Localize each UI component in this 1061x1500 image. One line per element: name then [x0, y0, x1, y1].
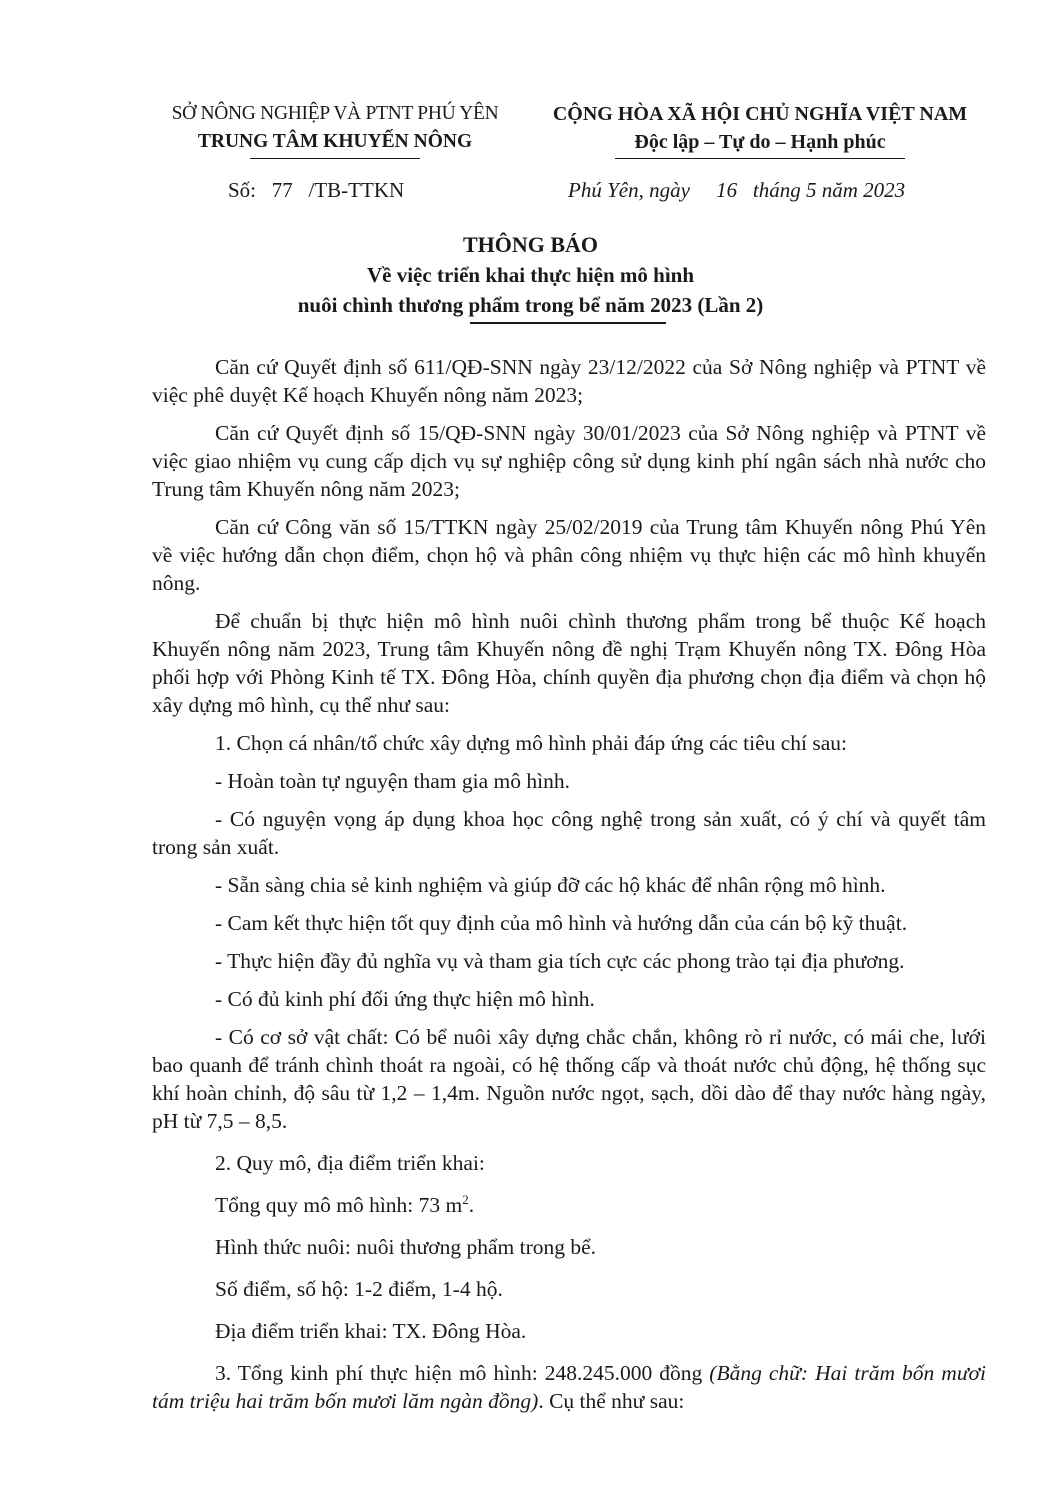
criterion-6: - Có đủ kinh phí đối ứng thực hiện mô hình. — [215, 987, 595, 1011]
document-date — [568, 176, 905, 204]
total-scale — [152, 1191, 986, 1219]
document-title-block — [0, 230, 1061, 324]
legal-basis-2: Căn cứ Quyết định số 15/QĐ-SNN ngày 30/01/2023 của Sở Nông nghiệp và PTNT về việc giao nhiệm vụ cung cấp dịch vụ sự nghiệp công sử dụng kinh phí ngân sách nhà nước cho Trung tâm Khuyến nông năm 2023; — [152, 421, 986, 501]
budget-tail: . Cụ thể như sau: — [538, 1389, 685, 1413]
total-scale-end: . — [468, 1193, 475, 1217]
document-body — [152, 353, 986, 1425]
date-place-prefix: Phú Yên, ngày — [568, 178, 690, 202]
subject-line-1: Về việc triển khai thực hiện mô hình — [366, 263, 695, 287]
purpose-paragraph: Để chuẩn bị thực hiện mô hình nuôi chình thương phẩm trong bể thuộc Kế hoạch Khuyến nông năm 2023, Trung tâm Khuyến nông đề nghị Trạm Khuyến nông TX. Đông Hòa phối hợp với Phòng Kinh tế TX. Đông Hòa, chính quyền địa phương chọn địa điểm và chọn hộ xây dựng mô hình, cụ thể như sau: — [152, 609, 986, 717]
country-name: CỘNG HÒA XÃ HỘI CHỦ NGHĨA VIỆT NAM — [552, 103, 968, 125]
motto-underline — [615, 158, 905, 159]
agency-name: TRUNG TÂM KHUYẾN NÔNG — [197, 131, 473, 152]
criterion-1: - Hoàn toàn tự nguyện tham gia mô hình. — [215, 769, 570, 793]
square-superscript: 2 — [462, 1191, 469, 1207]
criterion-4: - Cam kết thực hiện tốt quy định của mô hình và hướng dẫn của cán bộ kỹ thuật. — [215, 911, 908, 935]
issuing-agency-block — [150, 100, 520, 159]
doc-number-suffix: /TB-TTKN — [308, 178, 405, 202]
budget-amount: 3. Tổng kinh phí thực hiện mô hình: 248.245.000 đồng — [215, 1361, 710, 1385]
criterion-5: - Thực hiện đầy đủ nghĩa vụ và tham gia tích cực các phong trào tại địa phương. — [215, 949, 905, 973]
title-underline — [470, 322, 666, 324]
national-motto: Độc lập – Tự do – Hạnh phúc — [634, 131, 886, 153]
document-number — [228, 176, 404, 204]
document-type: THÔNG BÁO — [462, 232, 599, 257]
section-1-heading: 1. Chọn cá nhân/tổ chức xây dựng mô hình phải đáp ứng các tiêu chí sau: — [215, 731, 848, 755]
parent-agency: SỞ NÔNG NGHIỆP VÀ PTNT PHÚ YÊN — [171, 103, 499, 124]
farming-form: Hình thức nuôi: nuôi thương phẩm trong bể. — [215, 1235, 597, 1259]
legal-basis-1: Căn cứ Quyết định số 611/QĐ-SNN ngày 23/12/2022 của Sở Nông nghiệp và PTNT về việc phê duyệt Kế hoạch Khuyến nông năm 2023; — [152, 355, 986, 407]
legal-basis-3: Căn cứ Công văn số 15/TTKN ngày 25/02/2019 của Trung tâm Khuyến nông Phú Yên về việc hướng dẫn chọn điểm, chọn hộ và phân công nhiệm vụ thực hiện các mô hình khuyến nông. — [152, 515, 986, 595]
agency-underline — [250, 158, 420, 159]
criterion-2: - Có nguyện vọng áp dụng khoa học công nghệ trong sản xuất, có ý chí và quyết tâm trong sản xuất. — [152, 807, 986, 859]
date-day: 16 — [716, 178, 738, 202]
section-3-budget — [152, 1359, 986, 1415]
section-2-heading: 2. Quy mô, địa điểm triển khai: — [215, 1151, 485, 1175]
criterion-7: - Có cơ sở vật chất: Có bể nuôi xây dựng chắc chắn, không rò rỉ nước, có mái che, lưới bao quanh để tránh chình thoát ra ngoài, có hệ thống cấp và thoát nước chủ động, hệ thống sục khí hoàn chỉnh, độ sâu từ 1,2 – 1,4m. Nguồn nước ngọt, sạch, dồi dào để thay nước hàng ngày, pH từ 7,5 – 8,5. — [152, 1025, 986, 1133]
national-heading-block — [525, 100, 995, 159]
points-households: Số điểm, số hộ: 1-2 điểm, 1-4 hộ. — [215, 1277, 503, 1301]
doc-number-value: 77 — [271, 178, 293, 202]
subject-line-2: nuôi chình thương phẩm trong bể năm 2023 (Lần 2) — [297, 293, 764, 317]
budget-in-words: (Bằng chữ: Hai trăm bốn mươi tám triệu hai trăm bốn mươi lăm ngàn đồng) — [152, 1361, 986, 1413]
criterion-3: - Sẵn sàng chia sẻ kinh nghiệm và giúp đỡ các hộ khác để nhân rộng mô hình. — [215, 873, 886, 897]
total-scale-text: Tổng quy mô mô hình: 73 m — [215, 1193, 463, 1217]
deployment-location: Địa điểm triển khai: TX. Đông Hòa. — [215, 1319, 527, 1343]
date-month-year: tháng 5 năm 2023 — [752, 178, 906, 202]
doc-number-label: Số: — [228, 178, 257, 202]
